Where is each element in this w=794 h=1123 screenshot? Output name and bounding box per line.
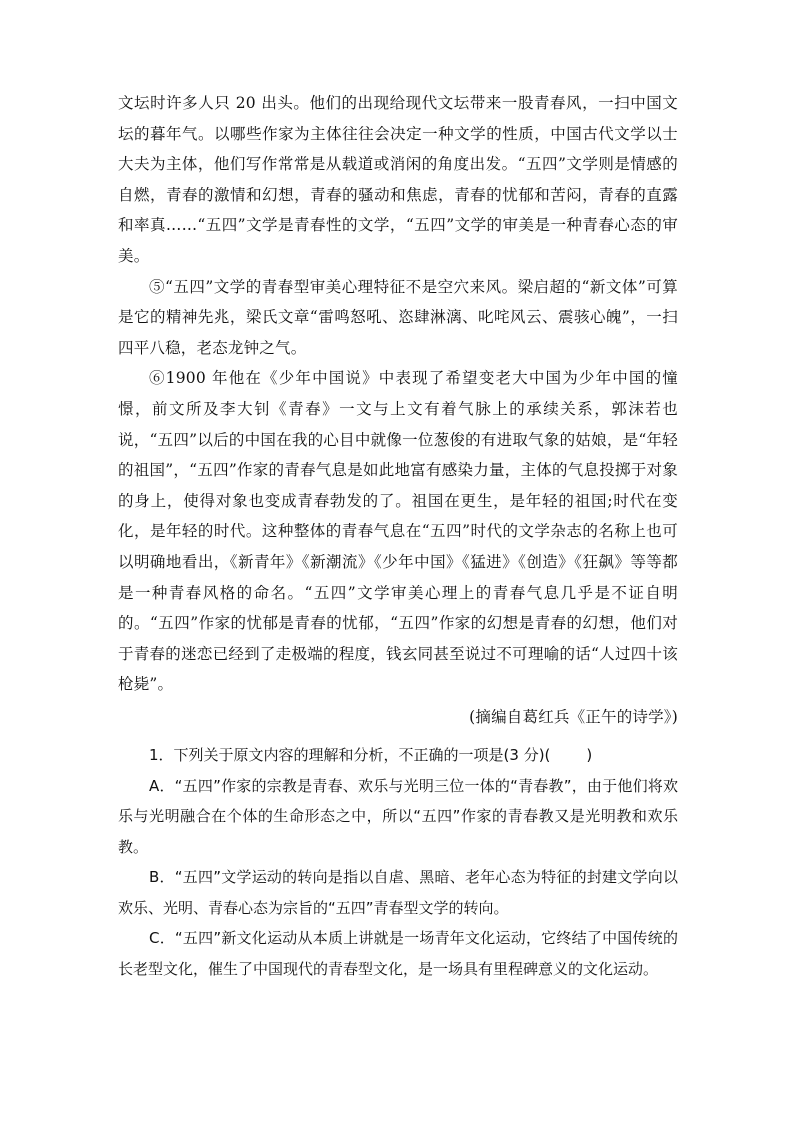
passage-paragraph-continued: 文坛时许多人只 20 出头。他们的出现给现代文坛带来一股青春风，一扫中国文坛的暮年气。以哪些作家为主体往往会决定一种文学的性质，中国古代文学以士大夫为主体，他们写作常常是从载道或消闲的角度出发。“五四”文学则是情感的自燃，青春的激情和幻想，青春的骚动和焦虑，青春的忧郁和苦闷，青春的直露和率真……“五四”文学是青春性的文学，“五四”文学的审美是一种青春心态的审美。 <box>118 94 678 265</box>
question-1-option-c: C．“五四”新文化运动从本质上讲就是一场青年文化运动，它终结了中国传统的长老型文化，催生了中国现代的青春型文化，是一场具有里程碑意义的文化运动。 <box>118 929 678 978</box>
passage-paragraph-5: ⑤“五四”文学的青春型审美心理特征不是空穴来风。梁启超的“新文体”可算是它的精神先兆，梁氏文章“雷鸣怒吼、恣肆淋漓、叱咤风云、震骇心魄”，一扫四平八稳，老态龙钟之气。 <box>118 277 678 357</box>
passage-source-citation: (摘编自葛红兵《正午的诗学》) <box>469 707 678 726</box>
question-section <box>118 740 678 984</box>
passage-paragraph-6: ⑥1900 年他在《少年中国说》中表现了希望变老大中国为少年中国的憧憬，前文所及李大钊《青春》一文与上文有着气脉上的承续关系，郭沫若也说，“五四”以后的中国在我的心目中就像一位葱俊的有进取气象的姑娘，是“年轻的祖国”，“五四”作家的青春气息是如此地富有感染力量，主体的气息投掷于对象的身上，使得对象也变成青春勃发的了。祖国在更生，是年轻的祖国;时代在变化，是年轻的时代。这种整体的青春气息在“五四”时代的文学杂志的名称上也可以明确地看出，《新青年》《新潮流》《少年中国》《猛进》《创造》《狂飙》等等都是一种青春风格的命名。“五四”文学审美心理上的青春气息几乎是不证自明的。“五四”作家的忧郁是青春的忧郁，“五四”作家的幻想是青春的幻想，他们对于青春的迷恋已经到了走极端的程度，钱玄同甚至说过不可理喻的话“人过四十该枪毙”。 <box>118 369 678 694</box>
question-1-stem <box>118 740 678 771</box>
question-1-option-a: A．“五四”作家的宗教是青春、欢乐与光明三位一体的“青春教”，由于他们将欢乐与光明融合在个体的生命形态之中，所以“五四”作家的青春教又是光明教和欢乐教。 <box>118 776 678 856</box>
question-1-stem-close: ) <box>586 746 593 765</box>
question-1-option-b: B．“五四”文学运动的转向是指以自虐、黑暗、老年心态为特征的封建文学向以欢乐、光明、青春心态为宗旨的“五四”青春型文学的转向。 <box>118 868 678 917</box>
reading-passage <box>118 88 678 732</box>
question-1-stem-text: 1．下列关于原文内容的理解和分析，不正确的一项是(3 分)( <box>149 746 551 765</box>
document-page <box>118 88 678 984</box>
